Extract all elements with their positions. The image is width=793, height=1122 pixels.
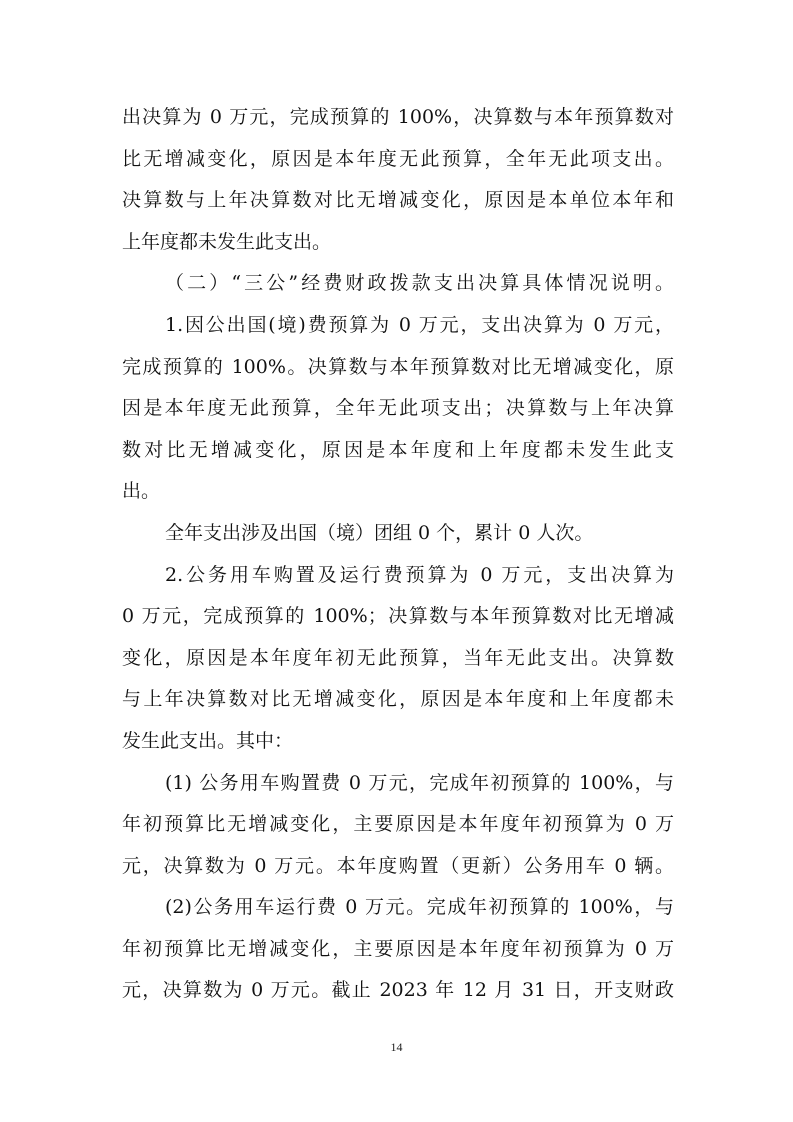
text-line: (2)公务用车运行费 0 万元。完成年初预算的 100%，与 bbox=[165, 896, 674, 919]
page-number: 14 bbox=[390, 1040, 403, 1054]
section-heading: （二）“三公”经费财政拨款支出决算具体情况说明。 bbox=[165, 272, 674, 295]
text-line: 2.公务用车购置及运行费预算为 0 万元，支出决算为 bbox=[165, 563, 674, 586]
text-line: 年初预算比无增减变化，主要原因是本年度年初预算为 0 万 bbox=[122, 937, 674, 960]
text-line: 变化，原因是本年度年初无此预算，当年无此支出。决算数 bbox=[122, 646, 674, 669]
text-line: 1.因公出国(境)费预算为 0 万元，支出决算为 0 万元， bbox=[165, 313, 674, 336]
text-line: 元，决算数为 0 万元。本年度购置（更新）公务用车 0 辆。 bbox=[122, 854, 674, 877]
text-line: 0 万元，完成预算的 100%；决算数与本年预算数对比无增减 bbox=[122, 605, 674, 628]
text-line: 数对比无增减变化，原因是本年度和上年度都未发生此支 bbox=[122, 438, 674, 461]
text-line: (1) 公务用车购置费 0 万元，完成年初预算的 100%，与 bbox=[165, 771, 674, 794]
text-line: 决算数与上年决算数对比无增减变化，原因是本单位本年和 bbox=[122, 189, 674, 212]
text-line: 上年度都未发生此支出。 bbox=[122, 230, 332, 253]
text-line: 发生此支出。其中： bbox=[122, 729, 294, 752]
body-text bbox=[122, 97, 674, 1012]
text-line: 元，决算数为 0 万元。截止 2023 年 12 月 31 日，开支财政 bbox=[122, 979, 674, 1002]
text-line: 年初预算比无增减变化，主要原因是本年度年初预算为 0 万 bbox=[122, 813, 674, 836]
text-line: 出决算为 0 万元，完成预算的 100%，决算数与本年预算数对 bbox=[122, 106, 674, 128]
text-line: 与上年决算数对比无增减变化，原因是本年度和上年度都未 bbox=[122, 688, 674, 711]
text-line: 因是本年度无此预算，全年无此项支出；决算数与上年决算 bbox=[122, 397, 674, 420]
text-line: 比无增减变化，原因是本年度无此预算，全年无此项支出。 bbox=[122, 147, 674, 170]
text-line: 出。 bbox=[122, 480, 161, 503]
text-line: 完成预算的 100%。决算数与本年预算数对比无增减变化，原 bbox=[122, 355, 674, 378]
text-line: 全年支出涉及出国（境）团组 0 个，累计 0 人次。 bbox=[165, 521, 594, 544]
